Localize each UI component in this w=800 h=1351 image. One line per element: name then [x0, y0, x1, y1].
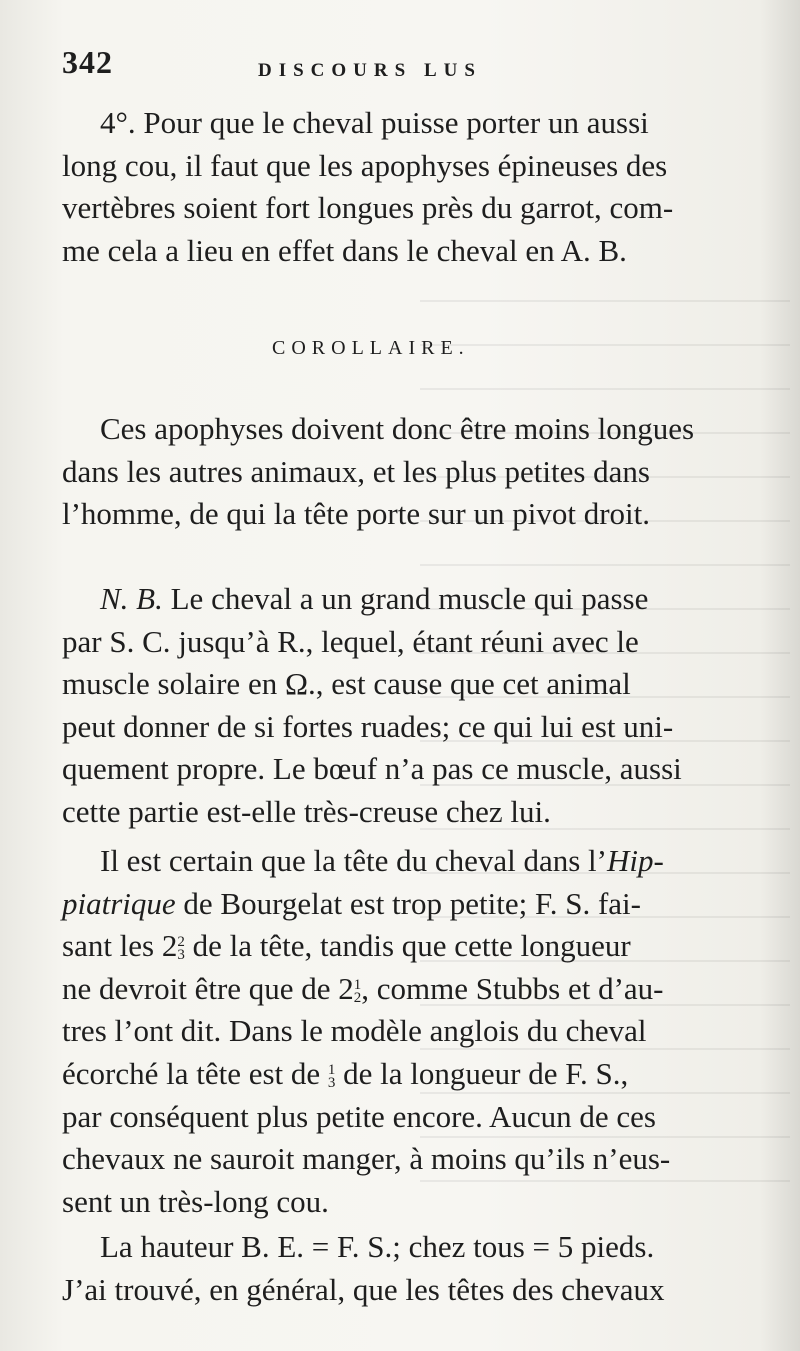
- text-line: vertèbres soient fort longues près du garrot, com-: [62, 190, 674, 226]
- text-line: [62, 840, 752, 883]
- fraction-numerator: 1: [327, 1061, 336, 1078]
- text-line: J’ai trouvé, en général, que les têtes des chevaux: [62, 1271, 665, 1307]
- text-line: [62, 925, 752, 968]
- text-segment: sant les 2: [62, 928, 178, 964]
- text-segment: de Bourgelat est trop petite; F. S. fai-: [175, 885, 641, 921]
- paragraph-4-cou: [62, 102, 752, 272]
- text-line: peut donner de si fortes ruades; ce qui lui est uni-: [62, 708, 674, 744]
- text-segment: Il est certain que la tête du cheval dans l’: [100, 843, 607, 878]
- nota-bene-label: N. B.: [100, 581, 163, 616]
- text-segment: écorché la tête est de: [62, 1055, 328, 1091]
- text-line: [62, 578, 752, 621]
- text-line: long cou, il faut que les apophyses épineuses des: [62, 147, 668, 183]
- text-line: sent un très-long cou.: [62, 1183, 329, 1219]
- text-line: l’homme, de qui la tête porte sur un pivot droit.: [62, 496, 651, 532]
- text-segment: ne devroit être que de 2: [62, 970, 354, 1006]
- text-segment: de la longueur de F. S.,: [335, 1055, 629, 1091]
- page-number: 342: [62, 44, 113, 80]
- text-segment: de la tête, tandis que cette longueur: [184, 928, 631, 964]
- text-line: muscle solaire en Ω., est cause que cet animal: [62, 666, 631, 702]
- fraction: [177, 936, 185, 962]
- fraction-denominator: 2: [353, 989, 362, 1006]
- paragraph-hippiatrique: [62, 840, 752, 1223]
- text-line: par S. C. jusqu’à R., lequel, étant réuni avec le: [62, 623, 639, 659]
- text-line: [62, 1053, 752, 1096]
- book-title-italic: Hip-: [606, 843, 664, 878]
- fraction-numerator: 1: [353, 976, 362, 993]
- section-heading-corollaire: COROLLAIRE.: [272, 337, 470, 359]
- book-title-italic: piatrique: [62, 885, 176, 921]
- text-line: Ces apophyses doivent donc être moins longues: [100, 411, 695, 446]
- text-line: quement propre. Le bœuf n’a pas ce muscle, aussi: [62, 751, 682, 787]
- text-line: me cela a lieu en effet dans le cheval en A. B.: [62, 232, 627, 268]
- text-line: 4°. Pour que le cheval puisse porter un aussi: [100, 105, 649, 140]
- fraction-denominator: 3: [177, 947, 185, 964]
- text-line: dans les autres animaux, et les plus petites dans: [62, 453, 651, 489]
- fraction-denominator: 3: [327, 1074, 336, 1091]
- text-line: [62, 968, 752, 1011]
- text-line: tres l’ont dit. Dans le modèle anglois du cheval: [62, 1013, 647, 1049]
- text-line: cette partie est-elle très-creuse chez lui.: [62, 793, 551, 829]
- running-head: DISCOURS LUS: [258, 60, 482, 81]
- text-segment: Le cheval a un grand muscle qui passe: [170, 581, 649, 616]
- text-line: [62, 883, 752, 926]
- paragraph-nota-bene: [62, 578, 752, 834]
- text-line: La hauteur B. E. = F. S.; chez tous = 5 pieds.: [100, 1229, 655, 1264]
- paragraph-corollaire: [62, 408, 752, 536]
- page-header: [62, 44, 762, 94]
- text-line: chevaux ne sauroit manger, à moins qu’ils n’eus-: [62, 1141, 671, 1177]
- text-segment: , comme Stubbs et d’au-: [361, 970, 664, 1006]
- paragraph-hauteur: [62, 1226, 752, 1311]
- fraction-numerator: 2: [177, 934, 185, 951]
- text-line: par conséquent plus petite encore. Aucun de ces: [62, 1098, 656, 1134]
